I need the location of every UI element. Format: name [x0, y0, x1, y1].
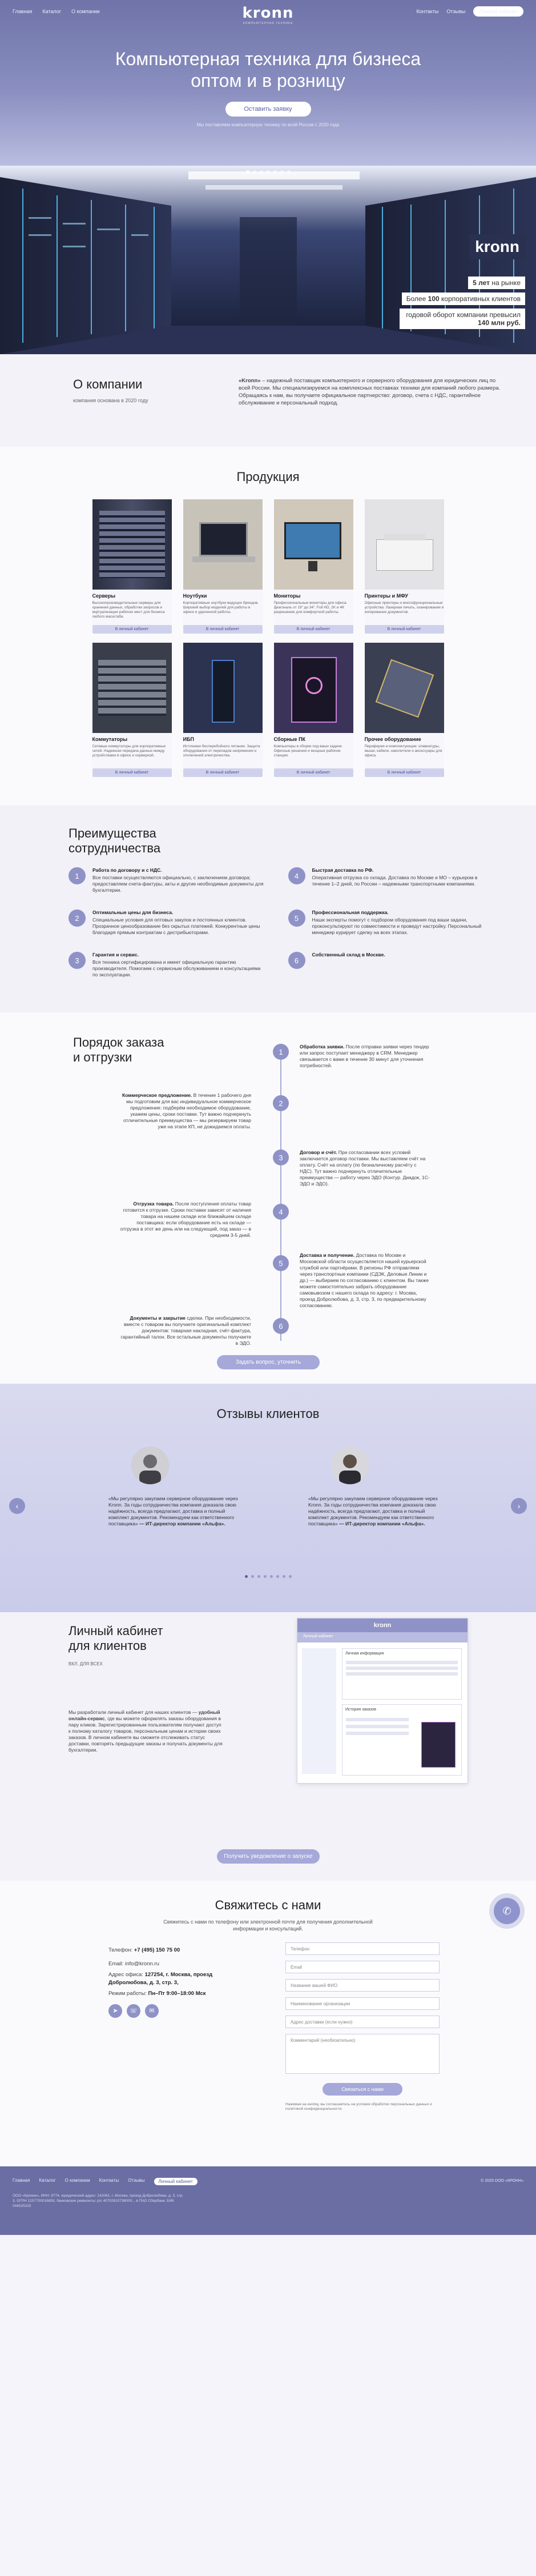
- product-image: [183, 643, 263, 733]
- telegram-icon[interactable]: ➤: [108, 2004, 122, 2018]
- banner-stats: [400, 234, 525, 329]
- product-desc: Источники бесперебойного питания. Защита оборудования от перепадов напряжения и отключений электричества.: [183, 744, 260, 758]
- product-card-ups[interactable]: [183, 643, 263, 777]
- timeline-line: [280, 1044, 281, 1341]
- advantage-number: 1: [68, 867, 86, 884]
- avatar: [131, 1447, 169, 1484]
- product-image: [92, 499, 172, 590]
- product-image: [274, 643, 353, 733]
- about-title: О компании: [73, 377, 143, 391]
- mockup-header: kronn: [297, 1618, 468, 1632]
- product-desc: Компьютеры в сборке под ваши задачи. Офисные решения и мощные рабочие станции.: [273, 744, 343, 758]
- footer-link[interactable]: Отзывы: [128, 2178, 145, 2183]
- logo-subtitle: КОМПЬЮТЕРНАЯ ТЕХНИКА: [243, 22, 293, 25]
- banner-dot[interactable]: [246, 170, 249, 174]
- stat-turnover: годовой оборот компании превысил 140 млн руб.: [400, 309, 525, 329]
- step-text: Доставка и получение. Доставка по Москве и Московской области осуществляется нашей курьерской службой или партнёрами. В регионы РФ отправляем через транспортные компании (СДЭК, Деловые Линии и др.) — выбираем по согласованию с клиентом. Вы также можете самостоятельно забрать оборудование самовывозом с нашего склада по адресу: г. Москва, проезд Добролюбова, д. 3, стр. 3, по предварительному согласованию.: [300, 1252, 429, 1308]
- advantage-item: 2 Оптимальные цены для бизнеса. Специальные условия для оптовых закупок и постоянных клиентов. Прозрачное ценообразование без скрытых платежей. Конкурентные цены благодаря прямым контрактам с дистрибьюторами.: [68, 910, 265, 936]
- contact-phone[interactable]: +7 (495) 150 75 00: [134, 1947, 180, 1953]
- footer: [0, 2166, 536, 2235]
- avatar: [331, 1447, 369, 1484]
- product-card-switches[interactable]: [92, 643, 172, 777]
- nav-link-contacts[interactable]: Контакты: [416, 9, 439, 14]
- advantage-number: 4: [288, 867, 305, 884]
- product-image: [183, 499, 263, 590]
- step-number: 4: [273, 1204, 289, 1220]
- advantage-item: 3 Гарантия и сервис. Вся техника сертифицирована и имеет официальную гарантию производителя. Помогаем с сервисным обслуживанием и консультациями по эксплуатации.: [68, 952, 265, 978]
- about-text: «Kronn» – надежный поставщик компьютерного и серверного оборудования для юридических лиц по всей России. Мы специализируемся на комплексных поставках техники для компаний любого размера. Обращаясь к нам, вы получаете официальное партнерство: договор, счета с НДС, гарантийное обслуживание и персональный подход.: [239, 378, 501, 406]
- product-image: [365, 643, 444, 733]
- to-cabinet-button[interactable]: В личный кабинет: [183, 768, 263, 777]
- nav-link-reviews[interactable]: Отзывы: [446, 9, 466, 14]
- nav-link-about[interactable]: О компании: [71, 9, 100, 14]
- order-process-section: [0, 1012, 536, 1384]
- cabinet-title: Личный кабинет для клиентов: [68, 1624, 163, 1653]
- product-desc: Высокопроизводительные серверы для хранения данных, обработки запросов и виртуализации рабочих мест для бизнеса любого масштаба.: [92, 601, 165, 619]
- cabinet-tagline: ВКЛ. ДЛЯ ВСЕХ: [68, 1661, 103, 1666]
- step-text: Договор и счёт. При согласовании всех условий заключается договор поставки. Мы выставляем счёт на оплату. Счёт на оплату (по безналичному расчёту с НДС). Тут важно подчеркнуть отличительные преимущества — работу через ЭДО (Контур. Диадок, 1С-ЭДО и ЭДО).: [300, 1149, 430, 1187]
- footer-link[interactable]: Контакты: [99, 2178, 119, 2183]
- whatsapp-icon[interactable]: ☏: [127, 2004, 140, 2018]
- products-section: [0, 447, 536, 806]
- nav-link-home[interactable]: Главная: [13, 9, 33, 14]
- step-number: 2: [273, 1095, 289, 1111]
- product-card-monitors[interactable]: [274, 499, 353, 634]
- cabinet-mockup: [297, 1618, 468, 1784]
- hero-title: [0, 48, 536, 91]
- footer-copyright: © 2025 ООО «КРОНН»: [481, 2179, 523, 2183]
- to-cabinet-button[interactable]: В личный кабинет: [274, 768, 353, 777]
- banner-pagination: [246, 170, 291, 174]
- product-card-servers[interactable]: [92, 499, 172, 634]
- advantages-section: [0, 806, 536, 1012]
- advantage-item: 6 Собственный склад в Москве.: [288, 952, 485, 978]
- step-text: Обработка заявки. После отправки заявки через тендер или запрос поступает менеджеру в CRM. Менеджер связывается с вами в течение 30 минут для уточнения потребностей.: [300, 1044, 429, 1068]
- reviews-title: Отзывы клиентов: [216, 1407, 320, 1421]
- address-field[interactable]: Адрес доставки (если нужно): [285, 2016, 440, 2028]
- contact-form: [285, 1942, 440, 2112]
- site-logo[interactable]: [243, 5, 294, 25]
- hero-title-line1: Компьютерная техника для бизнеса: [115, 49, 421, 69]
- ask-question-button[interactable]: Задать вопрос, уточнить: [217, 1355, 320, 1369]
- comment-field[interactable]: Комментарий (необязательно): [285, 2034, 440, 2074]
- stat-years: 5 лет на рынке: [468, 277, 525, 289]
- product-card-pcs[interactable]: [274, 643, 353, 777]
- stat-clients: Более 100 корпоративных клиентов: [402, 293, 525, 305]
- product-card-other[interactable]: [365, 643, 444, 777]
- reviews-dot[interactable]: [257, 1575, 260, 1578]
- logo-wordmark: kronn: [242, 5, 294, 22]
- order-title: Порядок заказа и отгрузки: [73, 1035, 164, 1064]
- advantages-grid: [68, 867, 485, 978]
- server-room-banner: [0, 166, 536, 354]
- step-number: 1: [273, 1044, 289, 1060]
- advantage-number: 3: [68, 952, 86, 969]
- mockup-orders-card: История заказов: [342, 1704, 462, 1776]
- banner-dot[interactable]: [273, 170, 277, 174]
- send-button[interactable]: Связаться с нами: [323, 2083, 402, 2096]
- cabinet-button[interactable]: Личный кабинет: [473, 6, 523, 17]
- step-number: 5: [273, 1255, 289, 1271]
- name-field[interactable]: Название вашей ФИО: [285, 1979, 440, 1992]
- about-section: [0, 354, 536, 447]
- to-cabinet-button[interactable]: В личный кабинет: [92, 625, 172, 634]
- review-card: [108, 1447, 240, 1527]
- reviews-dot[interactable]: [289, 1575, 292, 1578]
- nav-link-catalog[interactable]: Каталог: [42, 9, 61, 14]
- reviews-pagination: [245, 1575, 292, 1578]
- step-number: 3: [273, 1149, 289, 1165]
- reviews-dot[interactable]: [276, 1575, 279, 1578]
- footer-legal: ООО «Кроннн», ИНН: 9774, юридический адрес: 142061, г. Москва, проезд Добролюбова, д. 3, стр. 3, ОГРН 1257700016893, банковские реквизиты: р/с 40702810738000... в ПАО Сбербанк, БИК 044525225: [13, 2194, 184, 2208]
- hero-title-line2: оптом и в розницу: [191, 70, 345, 91]
- vk-icon[interactable]: ✉: [145, 2004, 159, 2018]
- hero-note: Мы поставляем компьютерную технику по всей России с 2020 года: [196, 122, 340, 127]
- step-text: Коммерческое предложение. В течение 1 рабочего дня мы подготовим для вас индивидуальное коммерческое предложение: подберём необходимое оборудование, укажем цены, сроки поставки. Тут важно подчеркнуть отличительные преимущества — мы резервируем товар уже на этапе КП, не дожидаемся оплаты.: [122, 1092, 251, 1129]
- step-number: 6: [273, 1318, 289, 1334]
- review-text: «Мы регулярно закупаем серверное оборудование через Kronn. За годы сотрудничества компания доказала свою надёжность, всегда предлагают, доставка и полный комплект документов. Рекомендуем как ответственного поставщика» — ИТ-директор компании «Альфа».: [308, 1496, 438, 1527]
- hero-section: [0, 0, 536, 166]
- banner-dot[interactable]: [267, 170, 270, 174]
- footer-link[interactable]: Каталог: [39, 2178, 56, 2183]
- reviews-next-button[interactable]: ›: [511, 1498, 527, 1514]
- product-image: [274, 499, 353, 590]
- footer-link[interactable]: Главная: [13, 2178, 30, 2183]
- advantage-number: 2: [68, 910, 86, 927]
- banner-dot[interactable]: [287, 170, 291, 174]
- email-field[interactable]: Email: [285, 1961, 440, 1973]
- reviews-dot[interactable]: [283, 1575, 285, 1578]
- product-name: Серверы: [92, 593, 116, 599]
- advantages-title: Преимущества сотрудничества: [68, 826, 161, 855]
- about-founded: компания основана в 2020 году: [73, 398, 148, 403]
- product-name: Прочее оборудование: [364, 736, 421, 742]
- product-name: Мониторы: [273, 593, 301, 599]
- banner-dot[interactable]: [280, 170, 284, 174]
- banner-logo: kronn: [469, 234, 525, 259]
- footer-cabinet-button[interactable]: Личный кабинет: [154, 2178, 198, 2185]
- product-image: [365, 499, 444, 590]
- main-nav: [13, 9, 100, 14]
- advantage-item: 1 Работа по договору и с НДС. Все поставки осуществляются официально, с заключением договора; предоставляем счета-фактуры, акты и другие необходимые документы для бухгалтерии.: [68, 867, 265, 894]
- secondary-nav: [416, 6, 523, 17]
- products-title: Продукция: [236, 470, 300, 484]
- advantage-item: 5 Профессиональная поддержка. Наши эксперты помогут с подбором оборудования под ваши задачи, проконсультируют по совместимости и проведут настройку. Персональный менеджер курирует сделку на всех этапах.: [288, 910, 485, 936]
- product-card-printers[interactable]: [365, 499, 444, 634]
- product-name: ИБП: [183, 736, 194, 742]
- product-image: [92, 643, 172, 733]
- phone-icon: ✆: [502, 1905, 511, 1917]
- organization-field[interactable]: Наименование организации: [285, 1997, 440, 2010]
- product-desc: Корпоративные ноутбуки ведущих брендов. Широкий выбор моделей для работы в офисе и удаленной работы.: [183, 601, 259, 614]
- reviews-dot[interactable]: [270, 1575, 273, 1578]
- product-name: Ноутбуки: [183, 593, 207, 599]
- to-cabinet-button[interactable]: В личный кабинет: [365, 768, 444, 777]
- advantage-number: 5: [288, 910, 305, 927]
- cabinet-text: Мы разработали личный кабинет для наших клиентов — удобный онлайн-сервис, где вы можете оформлять заказы оборудования в пару кликов. Зарегистрированным пользователям получают доступ к полному каталогу товаров, персональным ценам и истории своих заказов. В личном кабинете вы сможете отслеживать статус доставки, повторять предыдущие заказы и получать документы для бухгалтерии.: [68, 1709, 223, 1753]
- reviews-section: [0, 1384, 536, 1612]
- contact-title: Свяжитесь с нами: [215, 1898, 321, 1912]
- reviews-dot[interactable]: [245, 1575, 248, 1578]
- step-text: Отгрузка товара. После поступления оплаты товар готовится к отгрузке. Сроки поставки зависят от наличия товара на нашем складе или ближайшем складе поставщика: если оборудование есть на складе — отгрузка в этот же день или на следующий, под заказ — в среднем 3-5 дней.: [120, 1201, 251, 1238]
- product-desc: Профессиональные мониторы для офиса. Диагональ от 19” до 34”. Full HD, 2K и 4K разрешение для комфортной работы.: [273, 601, 348, 614]
- contact-hours: Пн–Пт 9:00–18:00 Мск: [148, 1990, 206, 1997]
- banner-dot[interactable]: [253, 170, 256, 174]
- product-card-laptops[interactable]: [183, 499, 263, 634]
- products-grid: [0, 499, 536, 777]
- notify-launch-button[interactable]: Получить уведомление о запуске: [217, 1849, 320, 1864]
- mockup-sidebar: [302, 1648, 336, 1774]
- reviews-carousel: [108, 1447, 440, 1527]
- advantage-item: 4 Быстрая доставка по РФ. Оперативная отгрузка со склада. Доставка по Москве и МО – курьером в течение 1–2 дней, по России – надежными транспортными компаниями.: [288, 867, 485, 894]
- contact-section: [0, 1881, 536, 2166]
- reviews-dot[interactable]: [251, 1575, 254, 1578]
- mockup-profile-card: Личная информация: [342, 1648, 462, 1700]
- to-cabinet-button[interactable]: В личный кабинет: [183, 625, 263, 634]
- contact-lead: Свяжитесь с нами по телефону или электронной почте для получения дополнительной информации и консультаций.: [163, 1919, 373, 1932]
- mockup-title: Личный кабинет: [297, 1632, 468, 1642]
- product-desc: Сетевые коммутаторы для корпоративных сетей. Надежная передача данных между устройствами в офисе и серверной.: [92, 744, 166, 758]
- product-name: Сборные ПК: [273, 736, 306, 742]
- product-desc: Периферия и комплектующие: клавиатуры, мыши, кабели, накопители и аксессуары для офиса.: [364, 744, 442, 758]
- product-desc: Офисные принтеры и многофункциональные устройства. Лазерная печать, сканирование и копирование документов.: [364, 601, 444, 614]
- contact-email[interactable]: info@kronn.ru: [125, 1961, 159, 1967]
- footer-nav: [13, 2178, 523, 2185]
- call-float-button[interactable]: [494, 1898, 520, 1924]
- top-navbar: [0, 0, 536, 23]
- phone-field[interactable]: Телефон: [285, 1942, 440, 1955]
- review-card: [308, 1447, 440, 1527]
- banner-dot[interactable]: [260, 170, 263, 174]
- product-name: Коммутаторы: [92, 736, 128, 742]
- consent-text: Нажимая на кнопку, вы соглашаетесь на условия обработки персональных данных и политикой конфиденциальности.: [285, 2102, 432, 2111]
- to-cabinet-button[interactable]: В личный кабинет: [274, 625, 353, 634]
- contact-info: Телефон: +7 (495) 150 75 00 Email: info@kronn.ru Адрес офиса: 127254, г. Москва, проезд Добролюбова, д. 3, стр. 3, Режим работы: Пн–Пт 9:00–18:00 Мск ➤ ☏ ✉: [108, 1944, 240, 2018]
- footer-link[interactable]: О компании: [65, 2178, 90, 2183]
- social-links: [108, 2004, 240, 2018]
- contact-address: 127254, г. Москва, проезд Добролюбова, д. 3, стр. 3,: [108, 1972, 213, 1986]
- to-cabinet-button[interactable]: В личный кабинет: [92, 768, 172, 777]
- reviews-dot[interactable]: [264, 1575, 267, 1578]
- review-text: «Мы регулярно закупаем серверное оборудование через Kronn. За годы сотрудничества компания доказала свою надёжность, всегда предлагают, доставка и полный комплект документов. Рекомендуем как ответственного поставщика» — ИТ-директор компании «Альфа».: [108, 1496, 238, 1527]
- reviews-prev-button[interactable]: ‹: [9, 1498, 25, 1514]
- product-name: Принтеры и МФУ: [364, 593, 408, 599]
- advantage-number: 6: [288, 952, 305, 969]
- cabinet-section: [0, 1612, 536, 1881]
- hero-cta-button[interactable]: Оставить заявку: [225, 102, 311, 117]
- step-text: Документы и закрытие сделки. При необходимости, вместе с товаром вы получаете оригинальный комплект документов: товарная накладная, счёт-фактура, гарантийный талон. Все остальные документы получаете в ЭДО.: [120, 1315, 251, 1346]
- to-cabinet-button[interactable]: В личный кабинет: [365, 625, 444, 634]
